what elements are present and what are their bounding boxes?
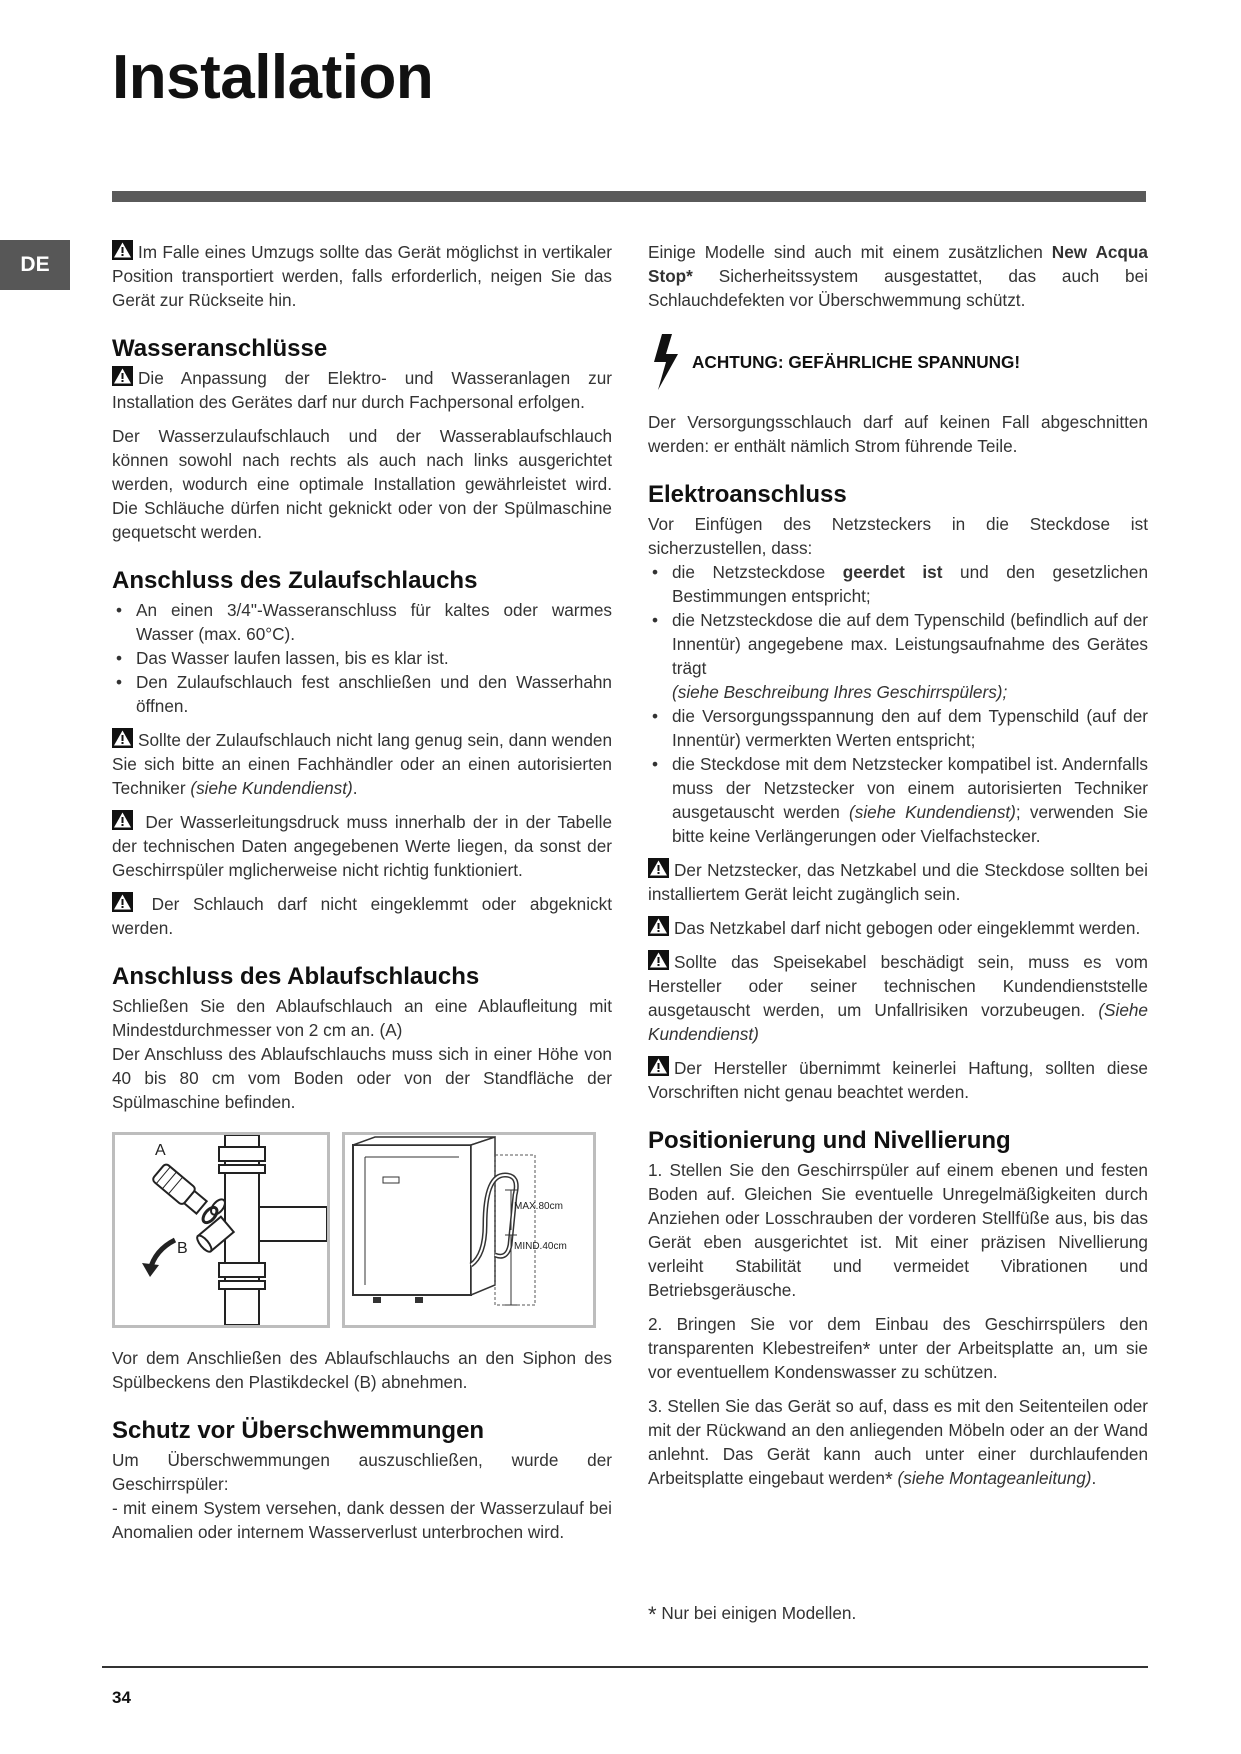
page-number: 34 bbox=[112, 1688, 131, 1707]
danger-label: ACHTUNG: GEFÄHRLICHE SPANNUNG! bbox=[692, 351, 1021, 372]
warning-icon bbox=[648, 950, 669, 970]
figure-drain-height bbox=[342, 1132, 596, 1328]
zulauf-list bbox=[112, 598, 612, 718]
elektro-warning-2: Das Netzkabel darf nicht gebogen oder eingeklemmt werden. bbox=[648, 916, 1148, 940]
aqua-stop-paragraph: Einige Modelle sind auch mit einem zusätzlichen New Acqua Stop* Sicherheitssystem ausgestattet, das auch bei Schlauchdefekten vor Überschwemmung schützt. bbox=[648, 242, 1148, 310]
siphon-illustration bbox=[115, 1135, 327, 1325]
warning-icon bbox=[112, 366, 133, 386]
intro-paragraph: Im Falle eines Umzugs sollte das Gerät möglichst in vertikaler Position transportiert werden, falls erforderlich, neigen Sie das Gerät zur Rückseite hin. bbox=[112, 242, 612, 310]
ablauf-text-3: Vor dem Anschließen des Ablaufschlauchs an den Siphon des Spülbeckens den Plastikdeckel (B) abnehmen. bbox=[112, 1348, 612, 1392]
warning-icon bbox=[112, 240, 133, 260]
ablauf-text-1: Schließen Sie den Ablaufschlauch an eine Ablaufleitung mit Mindestdurchmesser von 2 cm an. (A) bbox=[112, 996, 612, 1040]
language-tab: DE bbox=[0, 240, 70, 290]
warning-icon bbox=[112, 728, 133, 748]
elektro-warning-1: Der Netzstecker, das Netzkabel und die Steckdose sollten bei installiertem Gerät leicht zugänglich sein. bbox=[648, 860, 1148, 904]
elektro-intro: Vor Einfügen des Netzsteckers in die Steckdose ist sicherzustellen, dass: bbox=[648, 514, 1148, 558]
zulauf-warning-1: Sollte der Zulaufschlauch nicht lang genug sein, dann wenden Sie sich bitte an einen Fachhändler oder an einen autorisierten Techniker (siehe Kundendienst). bbox=[112, 730, 612, 798]
heading-wasseranschluesse: Wasseranschlüsse bbox=[112, 335, 328, 362]
positionierung-2: 2. Bringen Sie vor dem Einbau des Geschirrspülers den transparenten Klebestreifen* unter der Arbeitsplatte an, um sie vor eventuellem Kondenswasser zu schützen. bbox=[648, 1314, 1148, 1382]
label-max: MAX.80cm bbox=[514, 1201, 563, 1212]
list-item: • die Netzsteckdose die auf dem Typenschild (befindlich auf der Innentür) angegebene max. Leistungsaufnahme des Gerätes trägt (siehe Beschreibung Ihres Geschirrspülers); bbox=[648, 608, 1148, 704]
lightning-bolt-icon bbox=[648, 332, 684, 392]
footnote: * Nur bei einigen Modellen. bbox=[648, 1602, 857, 1627]
page-title: Installation bbox=[112, 43, 434, 112]
label-a: A bbox=[155, 1142, 166, 1159]
warning-icon bbox=[112, 892, 133, 912]
positionierung-3: 3. Stellen Sie das Gerät so auf, dass es mit den Seitenteilen oder mit der Rückwand an den anliegenden Möbeln oder an der Wand anlehnt. Das Gerät kann auch unter einer durchlaufenden Arbeitsplatte eingebaut werden* (siehe Montageanleitung). bbox=[648, 1396, 1148, 1491]
list-item: • Das Wasser laufen lassen, bis es klar ist. bbox=[112, 646, 612, 670]
schutz-text-2: - mit einem System versehen, dank dessen der Wasserzulauf bei Anomalien oder internem Wasserverlust unterbrochen wird. bbox=[112, 1498, 612, 1542]
zulauf-warning-2: Der Wasserleitungsdruck muss innerhalb der in der Tabelle der technischen Daten angegebenen Werte liegen, da sonst der Geschirrspüler mglicherweise nicht richtig funktioniert. bbox=[112, 812, 613, 880]
warning-icon bbox=[648, 858, 669, 878]
elektro-warning-4: Der Hersteller übernimmt keinerlei Haftung, sollten diese Vorschriften nicht genau beachtet werden. bbox=[648, 1058, 1148, 1102]
danger-text: Der Versorgungsschlauch darf auf keinen Fall abgeschnitten werden: er enthält nämlich Strom führende Teile. bbox=[648, 412, 1148, 456]
positionierung-1: 1. Stellen Sie den Geschirrspüler auf einem ebenen und festen Boden auf. Gleichen Sie eventuelle Unregelmäßigkeiten durch Anziehen oder Losschrauben der vorderen Stellfüße aus, bis das Gerät eben ausgerichtet ist. Mit einer präzisen Nivellierung verleiht Stabilität und vermeidet Vibrationen und Betriebsgeräusche. bbox=[648, 1160, 1148, 1300]
schutz-text-1: Um Überschwemmungen auszuschließen, wurde der Geschirrspüler: bbox=[112, 1450, 612, 1494]
heading-zulaufschlauch: Anschluss des Zulaufschlauchs bbox=[112, 567, 478, 594]
drain-height-illustration bbox=[345, 1135, 593, 1325]
zulauf-warning-3: Der Schlauch darf nicht eingeklemmt oder abgeknickt werden. bbox=[112, 894, 612, 938]
list-item: • die Versorgungsspannung den auf dem Typenschild (auf der Innentür) vermerkten Werten entspricht; bbox=[648, 704, 1148, 752]
label-b: B bbox=[177, 1240, 188, 1257]
elektro-list bbox=[648, 560, 1148, 848]
heading-schutz: Schutz vor Überschwemmungen bbox=[112, 1417, 485, 1444]
wasser-warning: Die Anpassung der Elektro- und Wasseranlagen zur Installation des Gerätes darf nur durch Fachpersonal erfolgen. bbox=[112, 368, 612, 412]
drain-figures bbox=[112, 1132, 612, 1328]
wasser-text: Der Wasserzulaufschlauch und der Wasserablaufschlauch können sowohl nach rechts als auch nach links ausgerichtet werden, wodurch eine optimale Installation gewährleistet wird. Die Schläuche dürfen nicht geknickt oder von der Spülmaschine gequetscht werden. bbox=[112, 426, 612, 542]
heading-elektroanschluss: Elektroanschluss bbox=[648, 481, 847, 508]
bottom-rule bbox=[102, 1666, 1148, 1668]
ablauf-text-2: Der Anschluss des Ablaufschlauchs muss sich in einer Höhe von 40 bis 80 cm vom Boden oder von der Standfläche der Spülmaschine befinden. bbox=[112, 1044, 612, 1112]
list-item: • die Netzsteckdose geerdet ist und den gesetzlichen Bestimmungen entspricht; bbox=[648, 560, 1148, 608]
title-rule bbox=[112, 191, 1146, 202]
list-item: • An einen 3/4"-Wasseranschluss für kaltes oder warmes Wasser (max. 60°C). bbox=[112, 598, 612, 646]
right-column bbox=[648, 240, 1148, 1500]
list-item: • die Steckdose mit dem Netzstecker kompatibel ist. Andernfalls muss der Netzstecker von einem autorisierten Techniker ausgetauscht werden (siehe Kundendienst); verwenden Sie bitte keine Verlängerungen oder Vielfachstecker. bbox=[648, 752, 1148, 848]
list-item: • Den Zulaufschlauch fest anschließen und den Wasserhahn öffnen. bbox=[112, 670, 612, 718]
heading-ablaufschlauch: Anschluss des Ablaufschlauchs bbox=[112, 963, 480, 990]
warning-icon bbox=[648, 916, 669, 936]
warning-icon bbox=[112, 810, 133, 830]
danger-warning bbox=[648, 332, 1148, 392]
figure-siphon bbox=[112, 1132, 330, 1328]
warning-icon bbox=[648, 1056, 669, 1076]
left-column bbox=[112, 240, 612, 1554]
heading-positionierung: Positionierung und Nivellierung bbox=[648, 1127, 1011, 1154]
elektro-warning-3: Sollte das Speisekabel beschädigt sein, muss es vom Hersteller oder seiner technischen Kundendienststelle ausgetauscht werden, um Unfallrisiken vorzubeugen. (Siehe Kundendienst) bbox=[648, 952, 1148, 1044]
label-min: MIND.40cm bbox=[514, 1241, 567, 1252]
